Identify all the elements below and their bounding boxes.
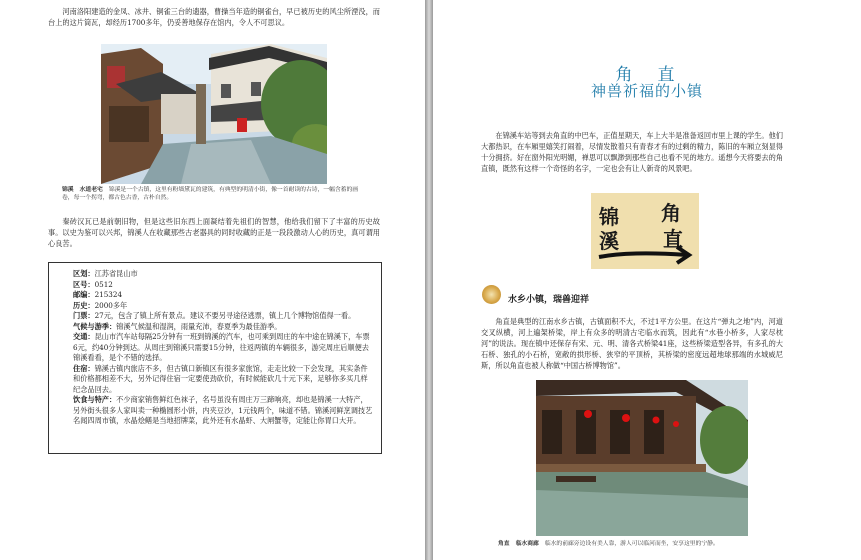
right-intro-paragraph: 在锦溪车站等到去角直的中巴车，正值星期天，车上大半是准备返回市里上课的学生。他们大都热识，在车厢里嬉笑打闹着，尽情发散着只有青春才有的过剩的精力，陈旧的车厢立刻显得十分拥挤。好在窗外阳光明媚，禅思可以飘渺到那些自己也看不见的地方。遥想今天将要去的角直镇，既然有这样一个奇怪的名字，一定也会有让人新奇的风景吧。 — [481, 131, 783, 173]
info-region — [73, 269, 373, 280]
info-food-value: 不少商家销售鲜红色袜子，名号虽没有周庄万三蹄响亮，却也是锦溪一大特产，另外街头很多人家叫卖一种椭圆形小饼，内夹豆沙，1元钱两个，味道不错。锦溪河鲜烹调技艺名闻四周市镇，水晶烩鳝是当地招牌菜，此外还有水晶虾、大闸蟹等，定能让你胃口大开。 — [73, 395, 373, 425]
canal-photo — [101, 44, 327, 184]
right-photo-caption — [498, 540, 798, 548]
info-lodging-value: 锦溪古镇内旅店不多，但古镇口新镇区有很多家旅馆，走走比较一下会发现，其实条件和价格都相差不大，另外记得住宿一定要使劲砍价，有时候能砍几十元下来，足够你多买几样纪念品回去。 — [73, 363, 368, 394]
caption-title: 水道老宅 — [79, 187, 103, 193]
info-region-label: 区划： — [73, 269, 95, 278]
info-history — [73, 301, 373, 312]
sign-char-2: 溪 — [599, 229, 619, 253]
info-postcode-label: 邮编： — [73, 290, 95, 299]
info-lodging-label: 住宿： — [73, 363, 95, 373]
right-caption-title: 临水商廊 — [515, 541, 539, 547]
sign-char-3: 角 — [661, 201, 681, 225]
info-ticket — [73, 311, 373, 322]
section-paragraph: 角直是典型的江南水乡古镇，古镇面积不大，不过1平方公里。在这片“弹丸之地”内，河道交叉纵横，河上遍架桥梁，岸上有众多的明清古宅临水而筑，因此有“水巷小桥多，人家尽枕河”的说法。现在镇中还保存有宋、元、明、清各式桥梁41座，这些桥梁造型各异，有多孔的大石桥、独孔的小石桥，宽敞的拱形桥、狭窄的平顶桥，其桥梁的密度远超地球那端的水城威尼斯，所以角直也被人称做“中国古桥博物馆”。 — [481, 317, 783, 370]
section-emblem-icon — [482, 285, 501, 304]
info-climate-value: 锦溪气候温和湿润，雨量充沛，春夏季为最佳游季。 — [116, 321, 282, 331]
info-food-label: 饮食与特产： — [73, 395, 117, 404]
info-areacode-value: 0512 — [94, 279, 113, 289]
info-climate — [73, 322, 373, 333]
calligraphy-sign — [591, 193, 699, 269]
intro-paragraph: 河南洛阳建造的金凤、冰井、铜雀三台的遗器，曹操当年造的铜雀台，早已被历史的风尘所湮没，而台上的这片筒瓦，却经历1700多年，仍妥善地保存在馆内，令人不可思议。 — [48, 7, 380, 27]
info-ticket-value: 27元，包含了镇上所有景点。建议不要另寻途径逃票，镇上几个博物馆值得一看。 — [94, 311, 356, 320]
info-areacode — [73, 280, 373, 291]
info-transport — [73, 332, 373, 364]
arrow-icon — [591, 193, 699, 269]
left-page — [0, 0, 425, 560]
photo-caption — [62, 186, 362, 202]
caption-place: 锦溪 — [62, 187, 74, 193]
info-postcode — [73, 290, 373, 301]
info-food — [73, 395, 373, 427]
corridor-photo — [536, 380, 748, 536]
right-caption-text: 临水的前廊旁边设有美人靠，游人可以临河而坐，安享这里的宁静。 — [544, 541, 719, 547]
section-title: 水乡小镇，瑞兽迎祥 — [508, 295, 590, 305]
info-box — [48, 262, 382, 454]
info-areacode-label: 区号： — [73, 279, 95, 289]
info-transport-value: 昆山市汽车站每隔25分钟有一班到锦溪的汽车，也可乘到周庄的车中途在锦溪下，车票6元，约40分钟到达。从周庄到锦溪只需要15分钟，往返两镇的车辆很多，游完周庄后顺便去锦溪看看，是个不错的选择。 — [73, 332, 370, 362]
info-history-label: 历史： — [73, 300, 95, 310]
info-postcode-value: 215324 — [94, 290, 123, 299]
chapter-subtitle: 神兽祈福的小镇 — [590, 82, 703, 100]
info-region-value: 江苏省昆山市 — [94, 269, 138, 278]
book-gutter — [425, 0, 433, 560]
right-caption-place: 角直 — [498, 541, 510, 547]
info-history-value: 2000多年 — [94, 300, 128, 310]
info-lodging — [73, 364, 373, 396]
caption-text: 锦溪是一个古镇，这里有粉墙黛瓦的建筑，有典型的明清小街，像一首耐读的古诗，一幅含蓄的画卷，每一个拐弯，都古色古香，古朴自然。 — [62, 187, 359, 201]
info-ticket-label: 门票： — [73, 311, 95, 320]
sign-char-1: 锦 — [599, 205, 619, 229]
sign-char-4: 直 — [663, 227, 683, 251]
chapter-title: 角 直 — [615, 65, 679, 85]
info-climate-label: 气候与游季： — [73, 321, 117, 331]
info-transport-label: 交通： — [73, 332, 95, 341]
body-paragraph: 秦砖汉瓦已是前朝旧物，但是这些旧东西上面凝结着先祖们的智慧，他给我们留下了丰富的历史故事。以史为鉴可以兴邦，锦溪人在收藏那些古老器具的同时收藏的正是一段段激动人心的历史，真可谓用心良苦。 — [48, 217, 380, 248]
